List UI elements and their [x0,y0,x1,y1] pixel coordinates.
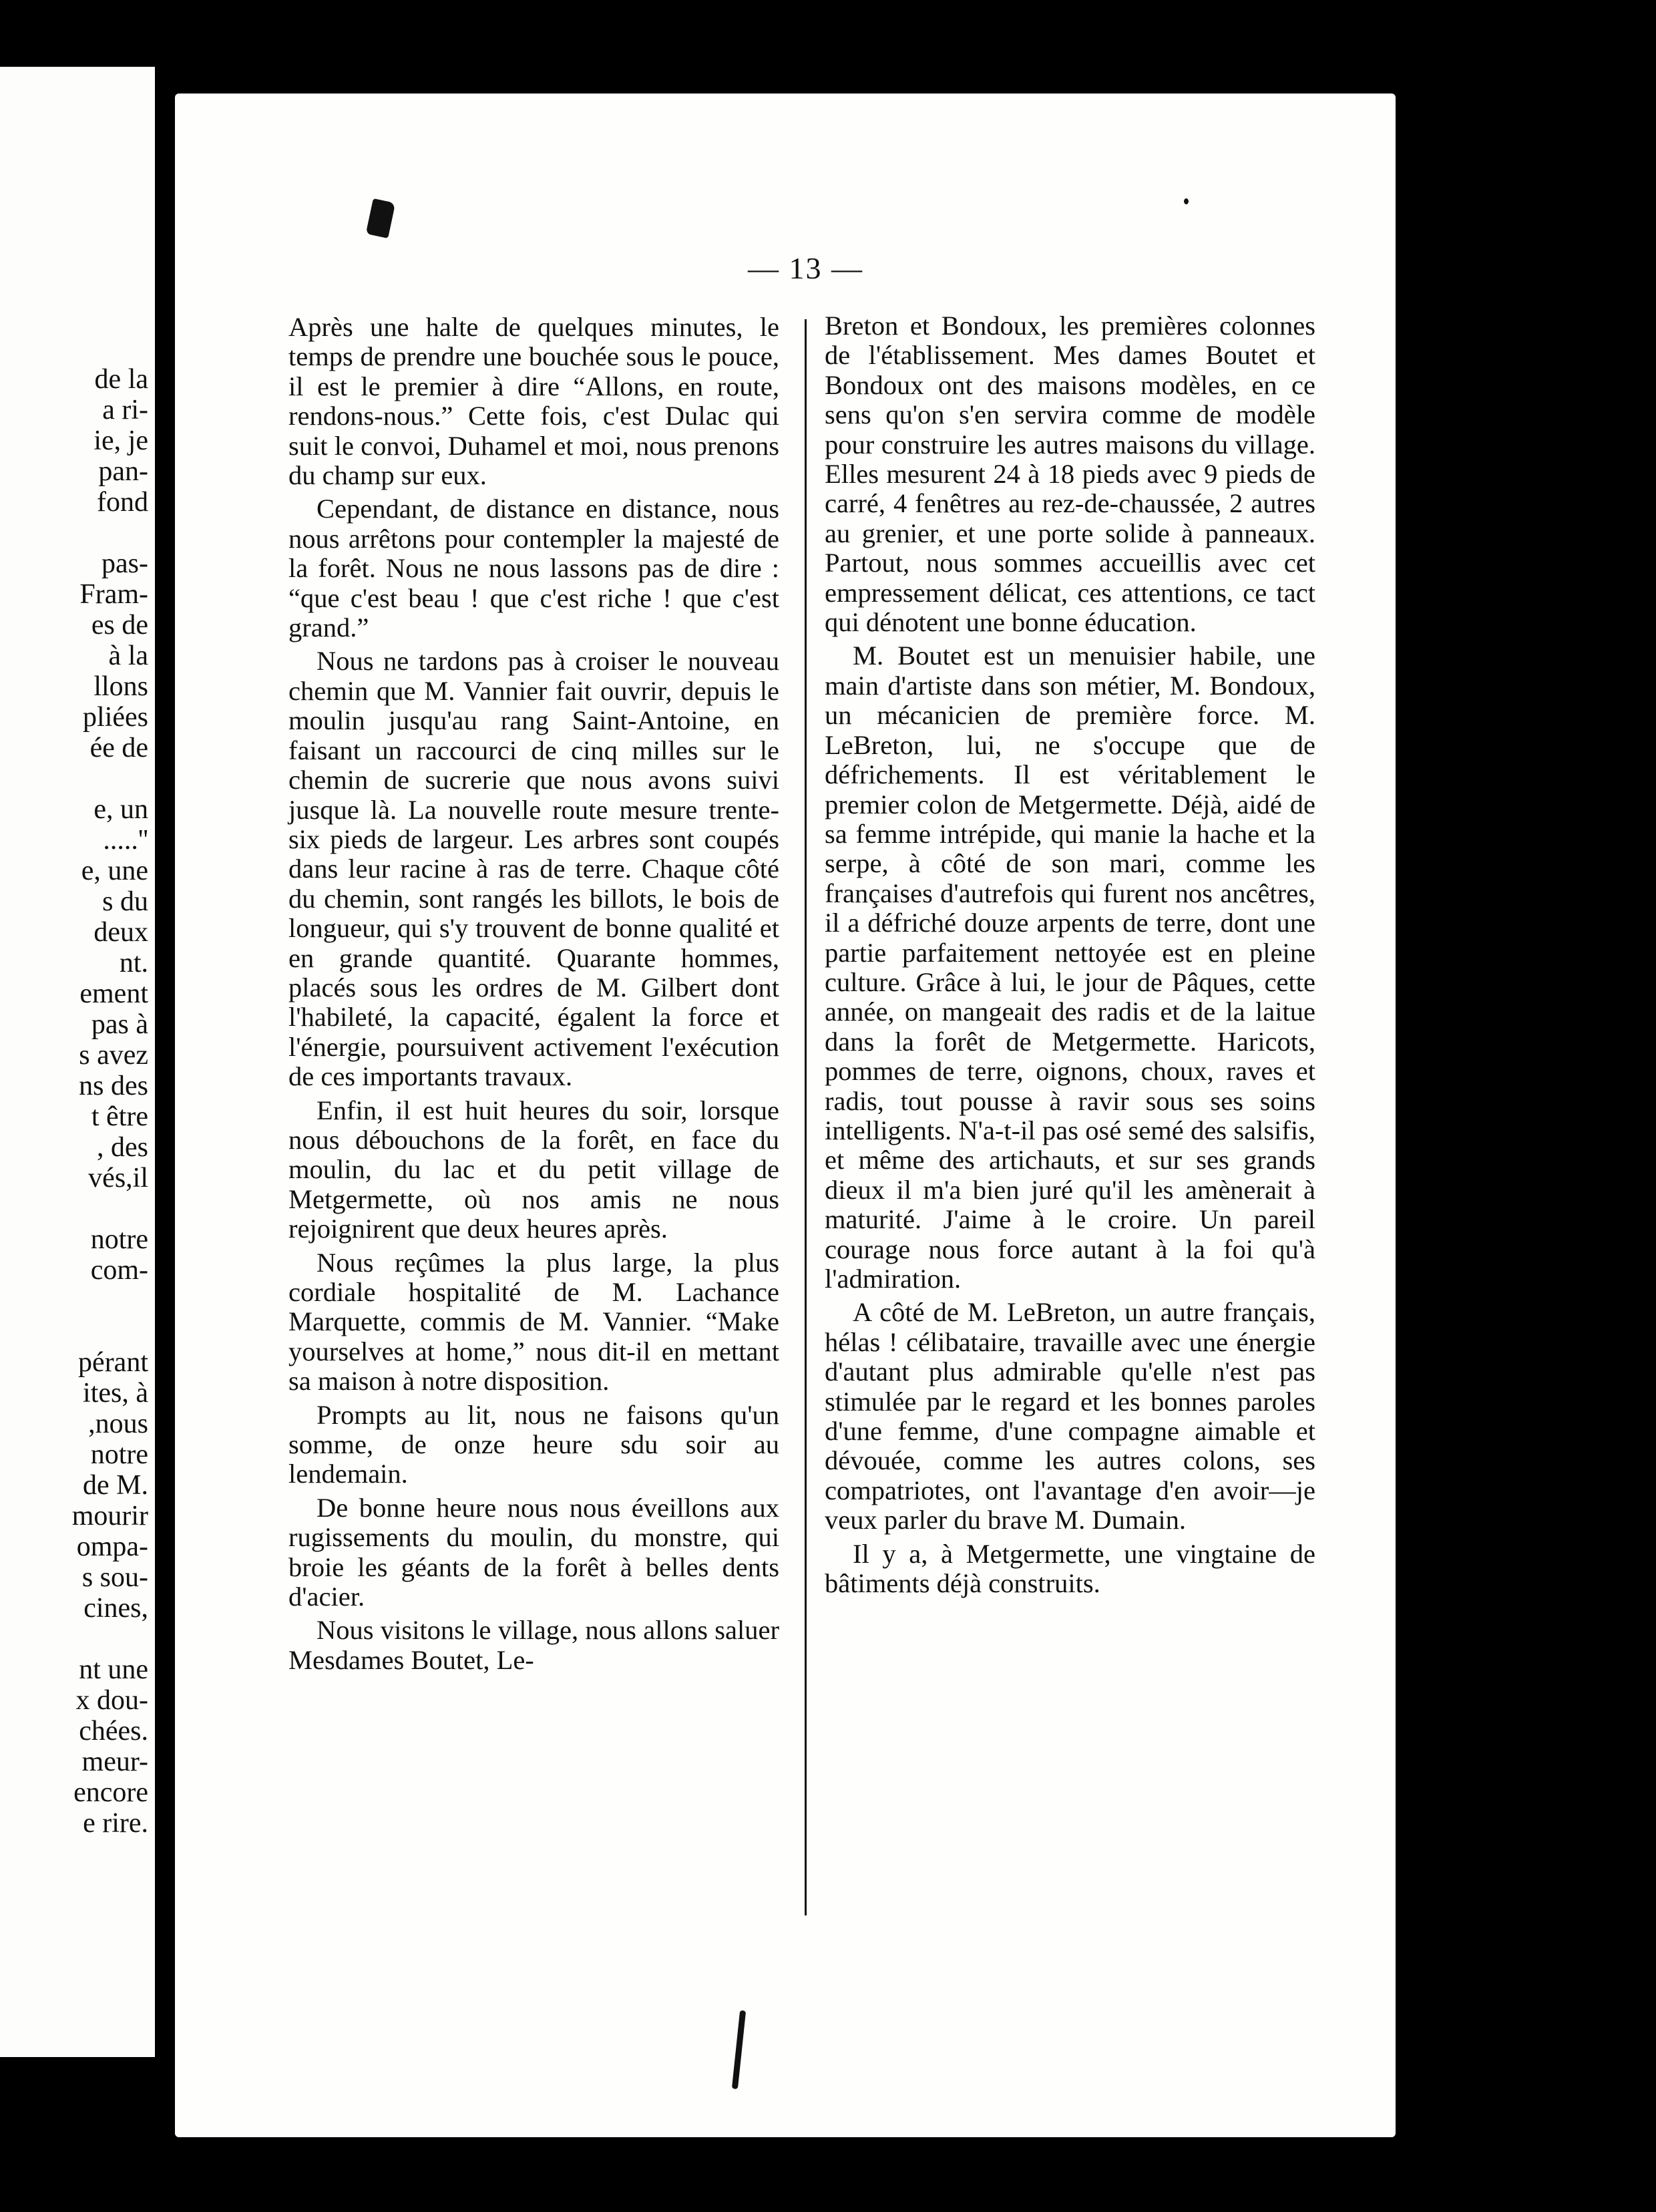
fragment-line: pliées [83,702,148,733]
fragment-line: nt une [79,1654,148,1685]
fragment-line: de M. [83,1470,148,1501]
paragraph: Nous ne tardons pas à croiser le nouveau chemin que M. Vannier fait ouvrir, depuis le moulin jusqu'au rang Saint-Antoine, en faisant un raccourci de cinq milles sur le chemin de sucrerie que nous avons suivi jusque là. La nouvelle route mesure trente-six pieds de largeur. Les arbres sont coupés dans leur racine à ras de terre. Chaque côté du chemin, sont rangés les billots, le bois de longueur, qui s'y trouvent de bonne qualité et en grande quantité. Quarante hommes, placés sous les ordres de M. Gilbert dont l'habileté, la capacité, égalent la force et l'énergie, poursuivent activement l'exécution de ces importants travaux. [288,646,779,1092]
fragment-line: ement [79,978,148,1009]
fragment-line: ie, je [93,425,148,456]
fragment-line: ns des [79,1071,148,1101]
right-column [825,311,1315,1598]
fragment-line: a ri- [102,395,148,425]
fragment-line: notre [90,1224,148,1255]
paragraph: Cependant, de distance en distance, nous nous arrêtons pour contempler la majesté de la forêt. Nous ne nous lassons pas de dire : “que c'est beau ! que c'est riche ! que c'est grand.” [288,494,779,643]
fragment-line: ompa- [76,1531,148,1562]
previous-page-fragment [0,67,155,2057]
paragraph: Prompts au lit, nous ne faisons qu'un somme, de onze heure sdu soir au lendemain. [288,1399,779,1489]
ink-dot [1184,198,1189,204]
paragraph: Il y a, à Metgermette, une vingtaine de bâtiments déjà construits. [825,1538,1315,1599]
paragraph: Nous visitons le village, nous allons saluer Mesdames Boutet, Le- [288,1615,779,1675]
left-column [288,313,779,1675]
fragment-line: e, un [93,794,148,825]
paragraph: M. Boutet est un menuisier habile, une main d'artiste dans son métier, M. Bondoux, un mécanicien de première force. M. LeBreton, lui, ne s'occupe que de défrichements. Il est véritablement le premier colon de Metgermette. Déjà, aidé de sa femme intrépide, qui manie la hache et la serpe, à côté de son mari, comme les françaises d'autrefois qui furent nos ancêtres, il a défriché douze arpents de terre, dont une partie parfaitement nettoyée est en pleine culture. Grâce à lui, le jour de Pâques, cette année, on mangeait des radis et de la laitue dans la forêt de Metgermette. Haricots, pommes de terre, oignons, choux, raves et radis, tout pousse à ravir sous ses soins intelligents. N'a-t-il pas osé semé des salsifis, et même des artichauts, et sur ses grands dieux il m'a bien juré qu'il les amènerait à maturité. J'aime à le croire. Un pareil courage nous force autant à la foi qu'à l'admiration. [825,640,1315,1294]
fragment-line: chées. [79,1716,148,1746]
fragment-line: fond [97,487,148,518]
fragment-line: à la [108,640,148,671]
fragment-line: com- [90,1255,148,1286]
fragment-line: x dou- [75,1685,148,1716]
fragment-gap [0,1286,148,1316]
fragment-line: pas- [101,548,148,579]
page-number: — 13 — [748,251,863,285]
paragraph: Breton et Bondoux, les premières colonnes de l'établissement. Mes dames Boutet et Bondoux ont des maisons modèles, en ce sens qu'on s'en servira comme de modèle pour construire les autres maisons du village. Elles mesurent 24 à 18 pieds avec 9 pieds de carré, 4 fenêtres au rez-de-chaussée, 2 autres au grenier, et une porte solide à panneaux. Partout, nous sommes accueillis avec cet empressement délicat, ces attentions, ce tact qui dénotent une bonne éducation. [825,311,1315,638]
fragment-line: , des [97,1132,148,1163]
previous-page-text [0,364,148,1839]
fragment-line: mourir [71,1501,148,1531]
fragment-line: cines, [83,1593,148,1624]
fragment-line: ,nous [88,1409,148,1439]
fragment-line: s avez [79,1040,148,1071]
column-divider [805,319,807,1915]
fragment-gap [0,1316,148,1347]
fragment-line: notre [90,1439,148,1470]
fragment-line: es de [91,610,148,640]
fragment-gap [0,518,148,548]
fragment-line: vés,il [88,1163,148,1193]
fragment-line: pas à [91,1009,148,1040]
fragment-line: meur- [81,1746,148,1777]
fragment-gap [0,763,148,794]
fragment-line: pan- [98,456,148,487]
paragraph: De bonne heure nous nous éveillons aux rugissements du moulin, du monstre, qui broie les géants de la forêt à belles dents d'acier. [288,1492,779,1612]
fragment-line: ée de [89,733,148,763]
fragment-line: .....'' [103,825,148,856]
fragment-line: Fram- [79,579,148,610]
fragment-line: encore [73,1777,148,1808]
fragment-gap [0,1193,148,1224]
fragment-line: e, une [81,856,148,886]
fragment-line: llons [93,671,148,702]
fragment-line: deux [93,917,148,948]
fragment-line: e rire. [83,1808,148,1839]
fragment-line: t être [91,1101,148,1132]
fragment-line: s du [102,886,148,917]
fragment-line: de la [94,364,148,395]
paragraph: Nous reçûmes la plus large, la plus cordiale hospitalité de M. Lachance Marquette, commis de M. Vannier. “Make yourselves at home,” nous dit-il en mettant sa maison à notre disposition. [288,1247,779,1397]
fragment-line: pérant [78,1347,148,1378]
fragment-line: nt. [119,948,148,978]
fragment-gap [0,1624,148,1654]
paragraph: A côté de M. LeBreton, un autre français, hélas ! célibataire, travaille avec une énergie d'autant plus admirable qu'elle n'est pas stimulée par le regard et les bonnes paroles d'une femme, d'une compagne aimable et dévouée, comme les autres colons, ses compatriotes, ont l'avantage d'en avoir—je veux parler du brave M. Dumain. [825,1297,1315,1535]
paragraph: Après une halte de quelques minutes, le temps de prendre une bouchée sous le pouce, il est le premier à dire “Allons, en route, rendons-nous.” Cette fois, c'est Dulac qui suit le convoi, Duhamel et moi, nous prenons du champ sur eux. [288,312,779,491]
fragment-line: ites, à [83,1378,148,1409]
fragment-line: s sou- [81,1562,148,1593]
paragraph: Enfin, il est huit heures du soir, lorsque nous débouchons de la forêt, en face du moulin, du lac et du petit village de Metgermette, où nos amis ne nous rejoignirent que deux heures après. [288,1095,779,1244]
